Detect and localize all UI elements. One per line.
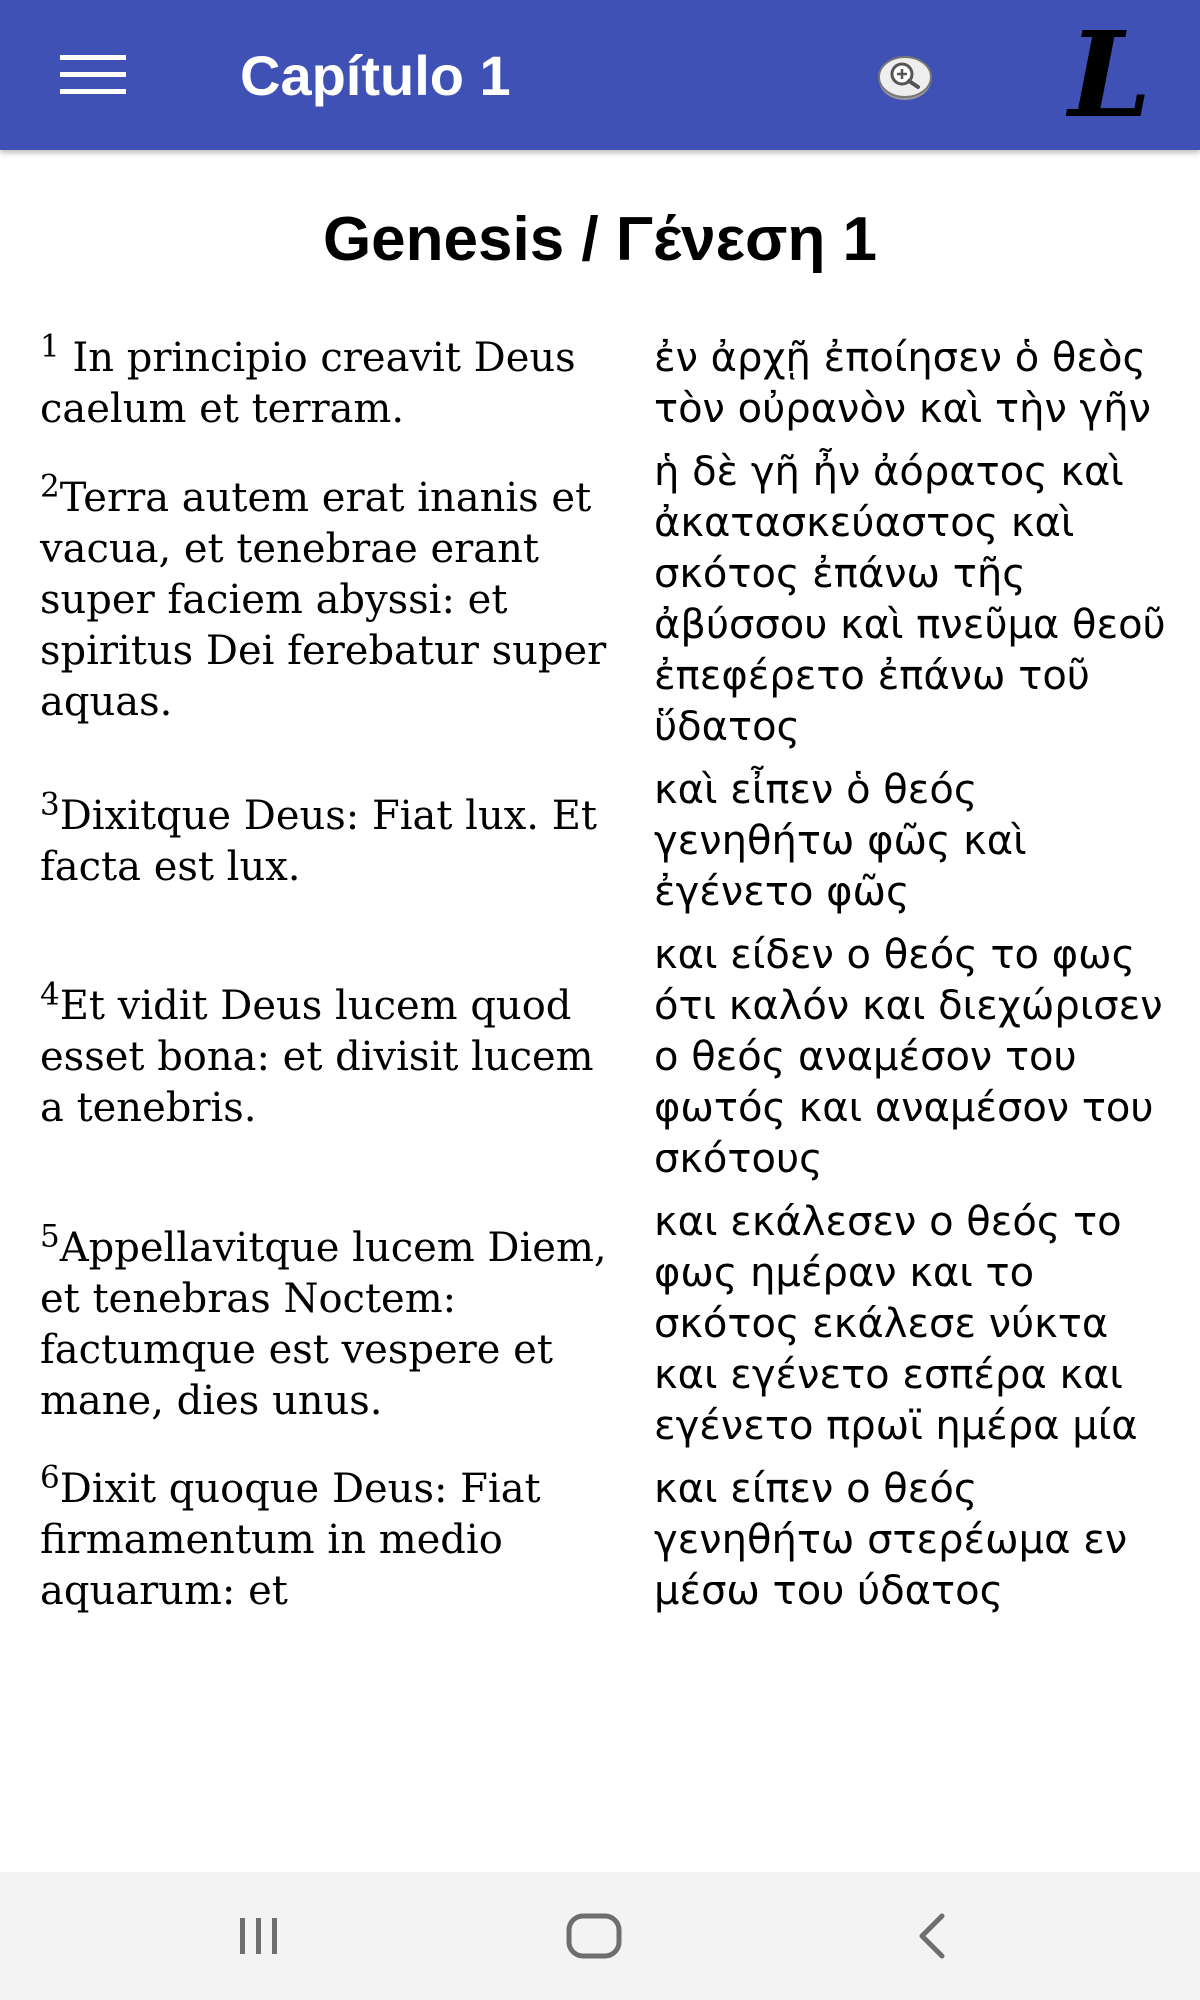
verse-row xyxy=(40,765,1180,918)
latin-text: Dixit quoque Deus: Fiat firmamentum in medio aquarum: et xyxy=(40,1466,541,1614)
hamburger-menu-icon[interactable] xyxy=(50,42,136,108)
latin-text: Et vidit Deus lucem quod esset bona: et divisit lucem a tenebris. xyxy=(40,983,594,1131)
verse-number: 2 xyxy=(40,468,60,505)
recent-apps-icon[interactable] xyxy=(211,1896,307,1976)
verse-row xyxy=(40,1197,1180,1452)
chapter-content[interactable] xyxy=(0,150,1200,1872)
back-icon[interactable] xyxy=(884,1896,980,1976)
verse-number: 4 xyxy=(40,976,60,1013)
home-icon[interactable] xyxy=(546,1896,642,1976)
greek-verse: και είδεν ο θεός το φως ότι καλόν και διεχώρισεν ο θεός αναμέσον του φωτός και αναμέσον του σκότους xyxy=(654,932,1163,1182)
page-title: Genesis / Γένεση 1 xyxy=(322,205,878,274)
latin-verse xyxy=(40,1459,614,1617)
greek-verse: ἐν ἀρχῇ ἐποίησεν ὁ θεὸς τὸν οὐρανὸν καὶ τὴν γῆν xyxy=(654,335,1151,432)
latin-text: Appellavitque lucem Diem, et tenebras Noctem: factumque est vespere et mane, dies unus. xyxy=(40,1224,607,1424)
latin-text: Dixitque Deus: Fiat lux. Et facta est lux. xyxy=(40,792,597,890)
system-nav-bar xyxy=(0,1872,1200,2000)
latin-verse xyxy=(40,1197,614,1452)
app-bar xyxy=(0,0,1200,150)
verse-number: 3 xyxy=(40,786,60,823)
verse-table xyxy=(40,328,1180,1629)
greek-verse: και εκάλεσεν ο θεός το φως ημέραν και το σκότος εκάλεσε νύκτα και εγένετο εσπέρα και εγένετο πρωϊ ημέρα μία xyxy=(654,1199,1138,1449)
chapter-title: Capítulo 1 xyxy=(240,44,511,107)
verse-row xyxy=(40,328,1180,435)
latin-verse xyxy=(40,930,614,1185)
zoom-in-icon[interactable] xyxy=(872,44,938,110)
verse-number: 6 xyxy=(40,1459,60,1496)
greek-verse: ἡ δὲ γῆ ἦν ἀόρατος καὶ ἀκατασκεύαστος καὶ σκότος ἐπάνω τῆς ἀβύσσου καὶ πνεῦμα θεοῦ ἐπεφέρετο ἐπάνω τοῦ ὕδατος xyxy=(654,449,1166,750)
verse-row xyxy=(40,1459,1180,1617)
verse-number: 1 xyxy=(40,328,60,365)
latin-verse xyxy=(40,447,614,753)
app-logo: L xyxy=(1068,5,1152,144)
greek-verse: και είπεν ο θεός γενηθήτω στερέωμα εν μέσω του ύδατος xyxy=(654,1466,1128,1614)
greek-verse: καὶ εἶπεν ὁ θεός γενηθήτω φῶς καὶ ἐγένετο φῶς xyxy=(654,767,1027,915)
latin-text: In principio creavit Deus caelum et terram. xyxy=(40,335,576,432)
verse-row xyxy=(40,447,1180,753)
latin-verse xyxy=(40,765,614,918)
latin-verse xyxy=(40,328,614,435)
latin-text: Terra autem erat inanis et vacua, et tenebrae erant super faciem abyssi: et spiritus Dei ferebatur super aquas. xyxy=(40,474,607,725)
verse-row xyxy=(40,930,1180,1185)
verse-number: 5 xyxy=(40,1218,60,1255)
